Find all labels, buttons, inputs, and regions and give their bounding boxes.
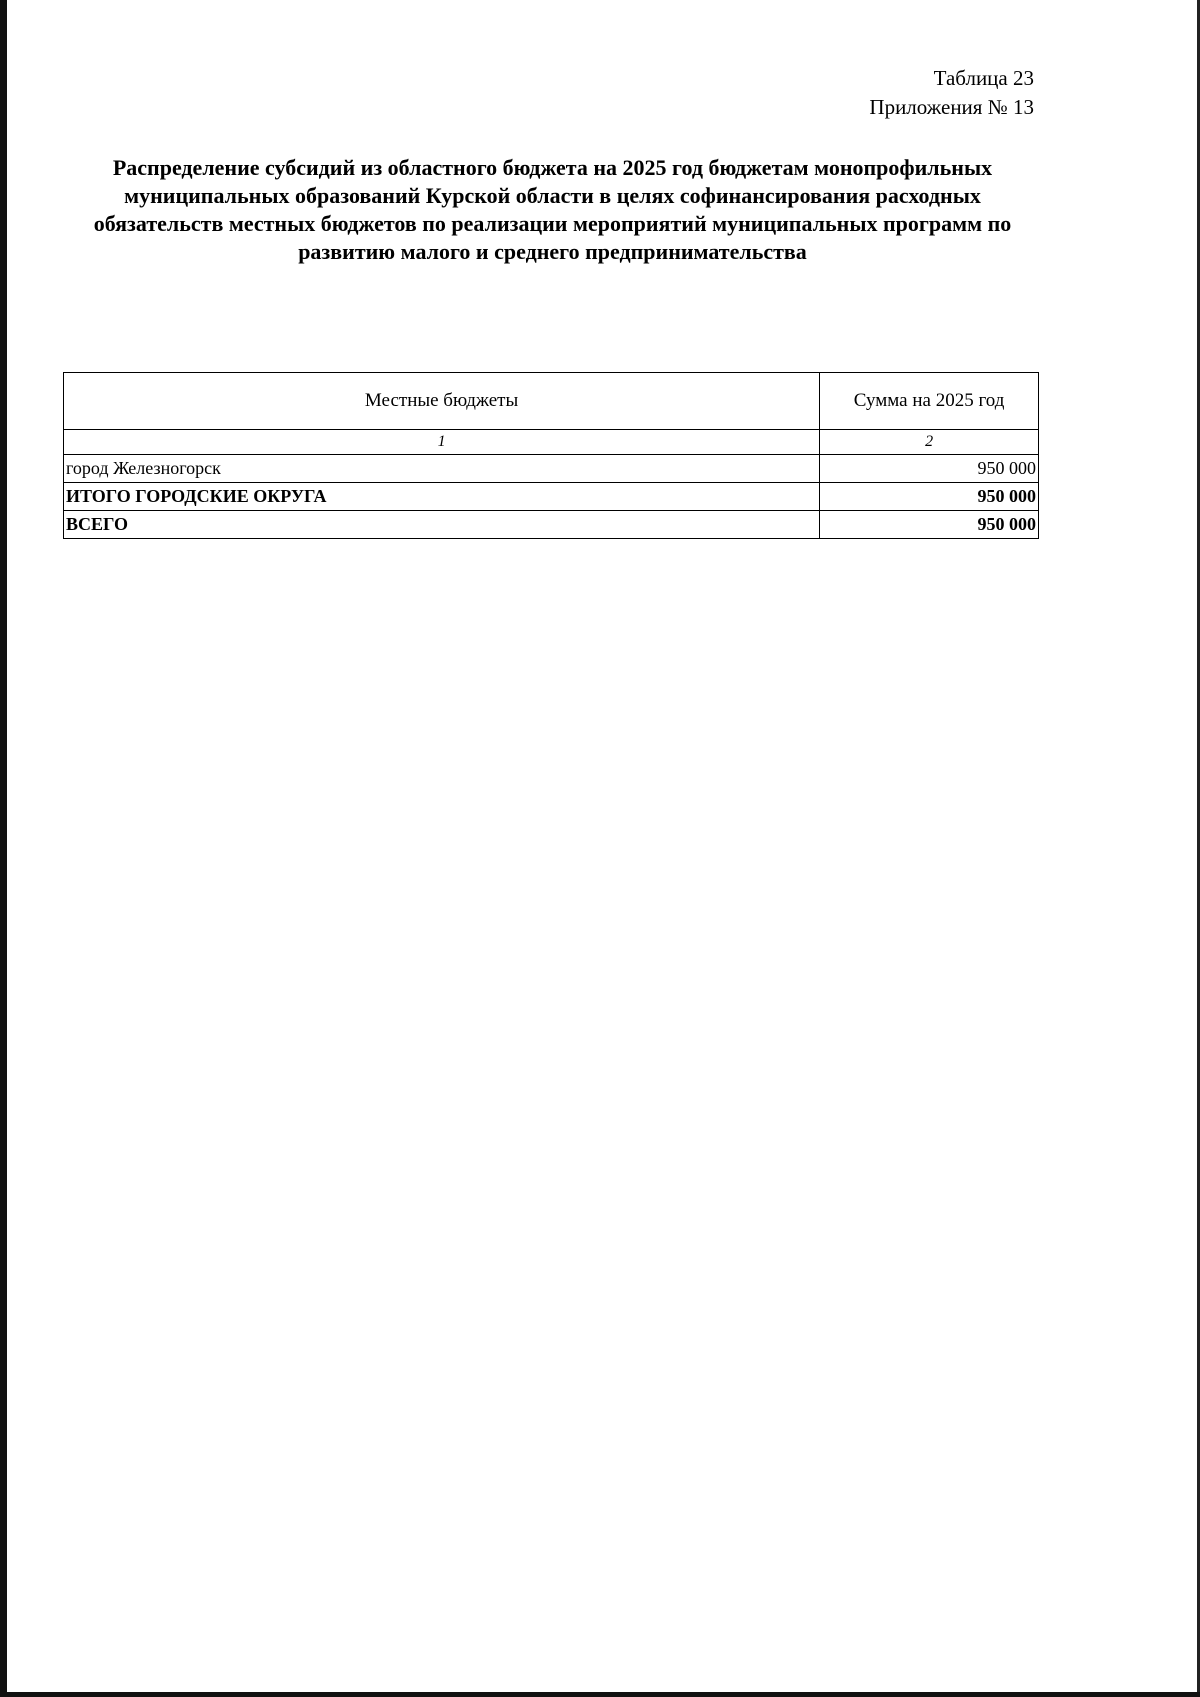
row-amount: 950 000 <box>820 455 1039 483</box>
budget-table <box>63 372 1039 539</box>
column-number-2: 2 <box>820 430 1039 455</box>
column-number-1: 1 <box>64 430 820 455</box>
scan-edge-bottom <box>0 1692 1200 1697</box>
row-amount: 950 000 <box>820 483 1039 511</box>
table-header-row <box>64 373 1039 430</box>
column-header-amount: Сумма на 2025 год <box>820 373 1039 430</box>
table-row <box>64 455 1039 483</box>
row-amount: 950 000 <box>820 511 1039 539</box>
appendix-label: Приложения № 13 <box>869 95 1034 119</box>
subtotal-row <box>64 483 1039 511</box>
row-name: ВСЕГО <box>64 511 820 539</box>
document-title: Распределение субсидий из областного бюджета на 2025 год бюджетам монопрофильных муниципальных образований Курской области в целях софинансирования расходных обязательств местных бюджетов по реализации мероприятий муниципальных программ по развитию малого и среднего предпринимательства <box>93 155 1012 264</box>
row-name: город Железногорск <box>64 455 820 483</box>
table-label: Таблица 23 <box>933 66 1034 90</box>
column-header-budgets: Местные бюджеты <box>64 373 820 430</box>
column-number-row <box>64 430 1039 455</box>
table-reference <box>869 64 1034 122</box>
row-name: ИТОГО ГОРОДСКИЕ ОКРУГА <box>64 483 820 511</box>
total-row <box>64 511 1039 539</box>
scan-edge-left <box>0 0 7 1697</box>
